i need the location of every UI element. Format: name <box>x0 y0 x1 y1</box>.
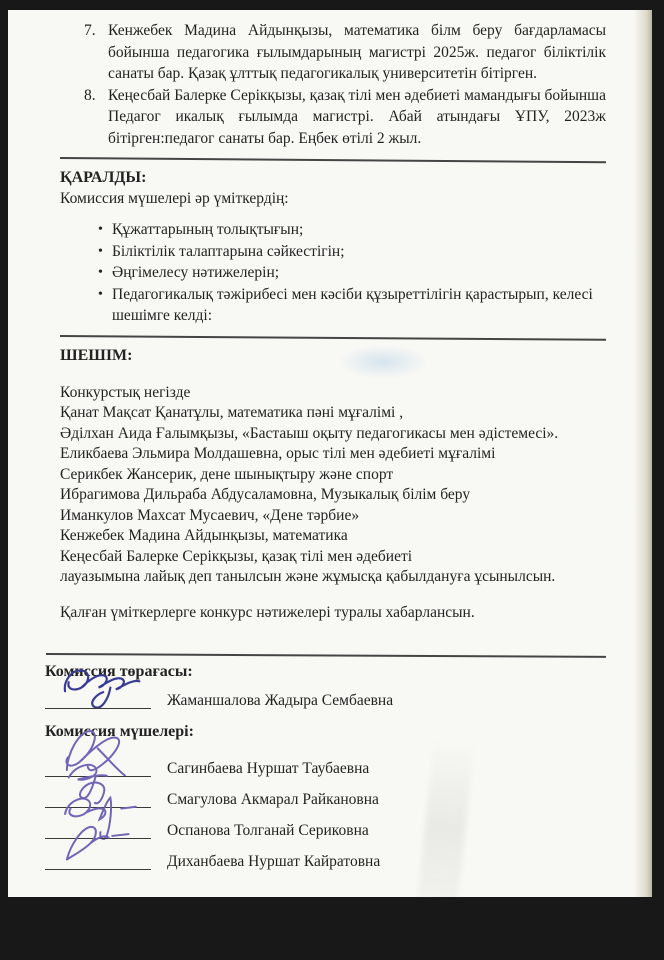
members-heading: Комиссия мүшелері: <box>45 723 194 740</box>
decision-line: лауазымына лайық деп танылсын және жұмысқа қабылдануға ұсынылсын. <box>60 568 556 585</box>
list-text: Кенжебек Мадина Айдынқызы, математика білм беру бағдарламасы бойынша педагогика ғылымдарының магистрі 2025ж. педагог біліктілік санаты бар. Қазақ ұлттық педагогикалық университетін бітірген. <box>108 22 606 82</box>
chair-heading: Комиссия төрағасы: <box>45 663 193 680</box>
list-number: 8. <box>84 86 96 104</box>
signature-line <box>45 869 151 870</box>
decision-line: Әділхан Аида Ғалымқызы, «Бастаыш оқыту педагогикасы мен әдістемесі». <box>60 424 559 442</box>
decision-line: Серикбек Жансерик, дене шынықтыру және спорт <box>60 465 394 483</box>
chair-name: Жаманшалова Жадыра Сембаевна <box>167 691 394 709</box>
member-name: Диханбаева Нуршат Кайратовна <box>167 852 381 870</box>
bullet-marker: • <box>98 243 103 259</box>
signature-line <box>45 708 151 709</box>
bullet-marker: • <box>98 222 103 237</box>
signature-line <box>45 838 151 839</box>
decision-line: Кеңесбай Балерке Серікқызы, қазақ тілі мен әдебиеті <box>60 547 413 565</box>
bullet-item <box>98 284 606 327</box>
section-heading-qaraldy: ҚАРАЛДЫ: <box>60 169 147 186</box>
decision-line: Конкурстық негізде <box>60 383 191 401</box>
separator-line <box>46 653 606 658</box>
bullet-item <box>98 241 606 263</box>
qaraldy-intro: Комиссия мүшелері әр үміткердің: <box>60 190 289 207</box>
list-item-8 <box>60 85 606 150</box>
signature-line <box>45 776 151 777</box>
section-heading-sheshim: ШЕШІМ: <box>60 346 133 364</box>
member-name: Смагулова Акмарал Райкановна <box>167 790 379 808</box>
decision-line: Кенжебек Мадина Айдынқызы, математика <box>60 527 348 544</box>
signature-row-member <box>45 852 606 874</box>
separator-line <box>60 157 606 163</box>
bullet-text: Құжаттарының толықтығын; <box>112 221 304 238</box>
list-item-7 <box>60 20 606 85</box>
signature-line <box>45 807 151 808</box>
signature-row-member <box>45 821 606 843</box>
notification-note: Қалған үміткерлерге конкурс нәтижелері туралы хабарлансын. <box>60 603 475 621</box>
signature-row-chair <box>45 687 606 713</box>
decision-line: Ибрагимова Дильраба Абдусаламовна, Музыкалық білім беру <box>60 486 471 503</box>
decision-lines <box>60 383 606 588</box>
signature-row-member <box>45 790 606 812</box>
signature-row-member <box>45 759 606 781</box>
decision-line: Иманкулов Махсат Мусаевич, «Дене тәрбие» <box>60 506 360 524</box>
bullet-text: Әңгімелесу нәтижелерін; <box>112 264 280 281</box>
list-text: Кеңесбай Балерке Серікқызы, қазақ тілі мен әдебиеті мамандығы бойынша Педагог икалық ғылымда магистрі. Абай атындағы ҰПУ, 2023ж бітірген:педагог санаты бар. Еңбек өтілі 2 жыл. <box>108 86 606 147</box>
member-name: Оспанова Толганай Сериковна <box>167 821 369 839</box>
separator-line <box>60 335 606 341</box>
qaraldy-bullet-list <box>60 219 606 327</box>
bullet-text: Біліктілік талаптарына сәйкестігін; <box>112 242 345 260</box>
document-page <box>8 10 652 897</box>
document-content <box>8 10 652 874</box>
bullet-item <box>98 262 606 284</box>
bullet-text: Педагогикалық тәжірибесі мен кәсіби құзыреттілігін қарастырып, келесі шешімге келді: <box>112 285 593 324</box>
list-number: 7. <box>84 22 96 39</box>
bullet-item <box>98 219 606 241</box>
member-name: Сагинбаева Нуршат Таубаевна <box>167 759 370 777</box>
decision-line: Қанат Мақсат Қанатұлы, математика пәні мұғалімі , <box>60 404 404 421</box>
bullet-marker: • <box>98 286 103 302</box>
signature-section <box>45 661 606 874</box>
decision-line: Еликбаева Эльмира Молдашевна, орыс тілі мен әдебиеті мұғалімі <box>60 445 496 462</box>
bullet-marker: • <box>98 265 103 280</box>
